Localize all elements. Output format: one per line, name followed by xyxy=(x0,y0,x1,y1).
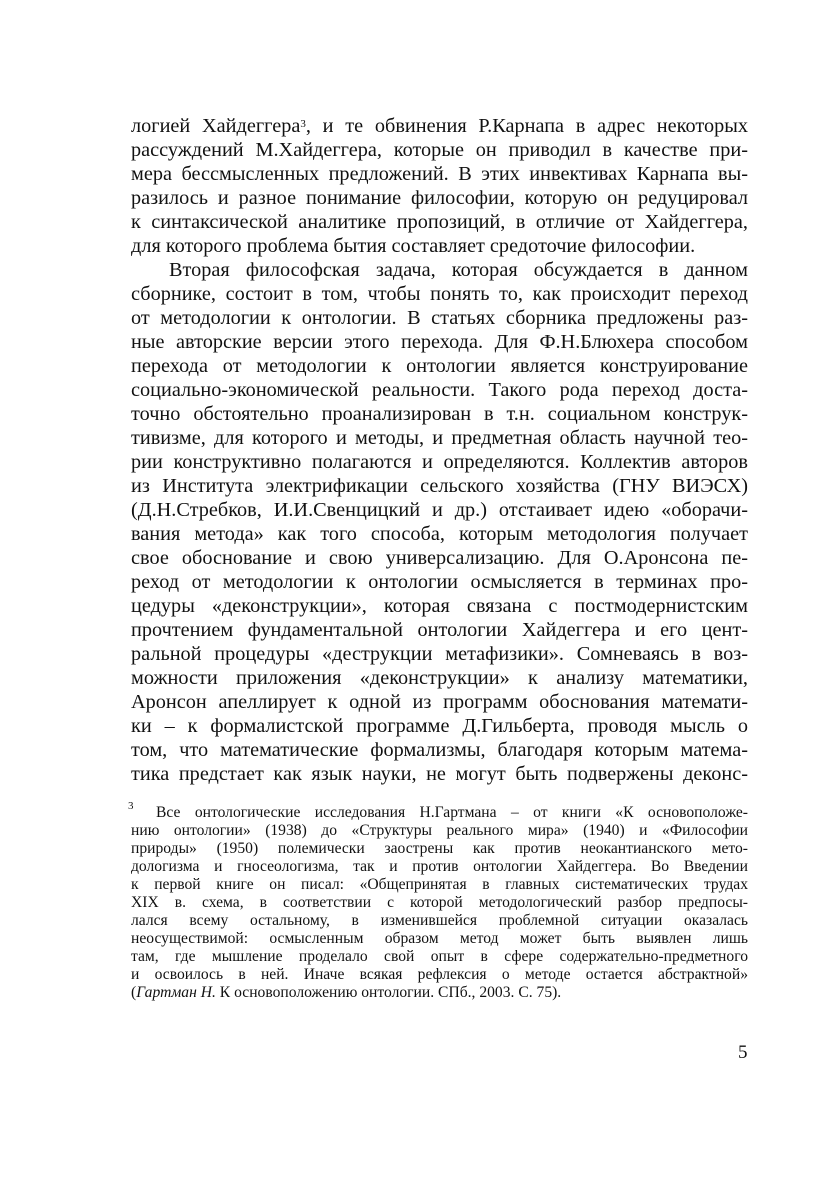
body-line: разилось и разное понимание философии, которую он редуцировал xyxy=(131,187,748,209)
body-line: мера бессмысленных предложений. В этих инвективах Карнапа вы- xyxy=(131,163,748,185)
footnote-text: ( xyxy=(131,984,137,1001)
body-line: к синтаксической аналитике пропозиций, в отличие от Хайдеггера, xyxy=(131,211,748,233)
body-line: ные авторские версии этого перехода. Для Ф.Н.Блюхера способом xyxy=(131,331,748,353)
body-line: рассуждений М.Хайдеггера, которые он приводил в качестве при- xyxy=(131,139,748,161)
body-line: тика предстает как язык науки, не могут быть подвержены деконс- xyxy=(131,763,748,785)
footnote-line: там, где мышление проделало свой опыт в сфере содержательно-предметного xyxy=(131,948,748,965)
footnote-line: лался всему остальному, в изменившейся проблемной ситуации оказалась xyxy=(131,912,748,929)
footnote-text: К основоположению онтологии. СПб., 2003. С. 75). xyxy=(215,984,562,1001)
body-line xyxy=(131,114,748,138)
body-line: вания метода» как того способа, которым методология получает xyxy=(131,523,748,545)
footnote-line: нию онтологии» (1938) до «Структуры реального мира» (1940) и «Философии xyxy=(131,822,748,839)
page-number: 5 xyxy=(738,1042,748,1063)
body-line: цедуры «деконструкции», которая связана с постмодернистским xyxy=(131,595,748,617)
footnote-line: природы» (1950) полемически заострены как против неокантианского мето- xyxy=(131,840,748,857)
footnote-author: Гартман Н. xyxy=(136,984,216,1001)
footnote-line: дологизма и гносеологизма, так и против онтологии Хайдеггера. Во Введении xyxy=(131,858,748,875)
body-line: (Д.Н.Стребков, И.И.Свенцицкий и др.) отстаивает идею «оборачи- xyxy=(131,499,748,521)
footnote-line: XIX в. схема, в соответствии с которой методологический разбор предпосы- xyxy=(131,894,748,911)
body-line: тивизме, для которого и методы, и предметная область научной тео- xyxy=(131,427,748,449)
footnote-line: и освоилось в ней. Иначе всякая рефлексия о методе остается абстрактной» xyxy=(131,966,748,983)
body-line: ральной процедуры «деструкции метафизики». Сомневаясь в воз- xyxy=(131,643,748,665)
body-line: том, что математические формализмы, благодаря которым матема- xyxy=(131,739,748,761)
body-line: реход от методологии к онтологии осмысляется в терминах про- xyxy=(131,571,748,593)
body-line: сборнике, состоит в том, чтобы понять то, как происходит переход xyxy=(131,283,748,305)
body-line: перехода от методологии к онтологии является конструирование xyxy=(131,355,748,377)
body-line: точно обстоятельно проанализирован в т.н. социальном конструк- xyxy=(131,403,748,425)
body-line: из Института электрификации сельского хозяйства (ГНУ ВИЭСХ) xyxy=(131,475,748,497)
paragraph-start-line: Вторая философская задача, которая обсуждается в данном xyxy=(169,259,748,281)
footnote-line xyxy=(131,984,748,1002)
footnote-line: Все онтологические исследования Н.Гартмана – от книги «К основоположе- xyxy=(156,804,748,821)
body-line: социально-экономической реальности. Такого рода переход доста- xyxy=(131,379,748,401)
footnote-reference: 3 xyxy=(300,118,306,130)
footnote-marker: 3 xyxy=(128,800,134,812)
body-line: для которого проблема бытия составляет средоточие философии. xyxy=(131,235,696,257)
body-text: , и те обвинения Р.Карнапа в адрес некоторых xyxy=(305,115,748,137)
footnote-line: к первой книге он писал: «Общепринятая в главных систематических трудах xyxy=(131,876,748,893)
body-line: свое обоснование и свою универсализацию. Для О.Аронсона пе- xyxy=(131,547,748,569)
body-line: ки – к формалистской программе Д.Гильберта, проводя мысль о xyxy=(131,715,748,737)
body-line: рии конструктивно полагаются и определяются. Коллектив авторов xyxy=(131,451,748,473)
body-line: прочтением фундаментальной онтологии Хайдеггера и его цент- xyxy=(131,619,748,641)
body-line: от методологии к онтологии. В статьях сборника предложены раз- xyxy=(131,307,748,329)
body-line: можности приложения «деконструкции» к анализу математики, xyxy=(131,667,748,689)
body-text: логией Хайдеггера xyxy=(131,115,301,137)
footnote-line: неосуществимой: осмысленным образом метод может быть выявлен лишь xyxy=(131,930,748,947)
body-line: Аронсон апеллирует к одной из программ обоснования математи- xyxy=(131,691,748,713)
